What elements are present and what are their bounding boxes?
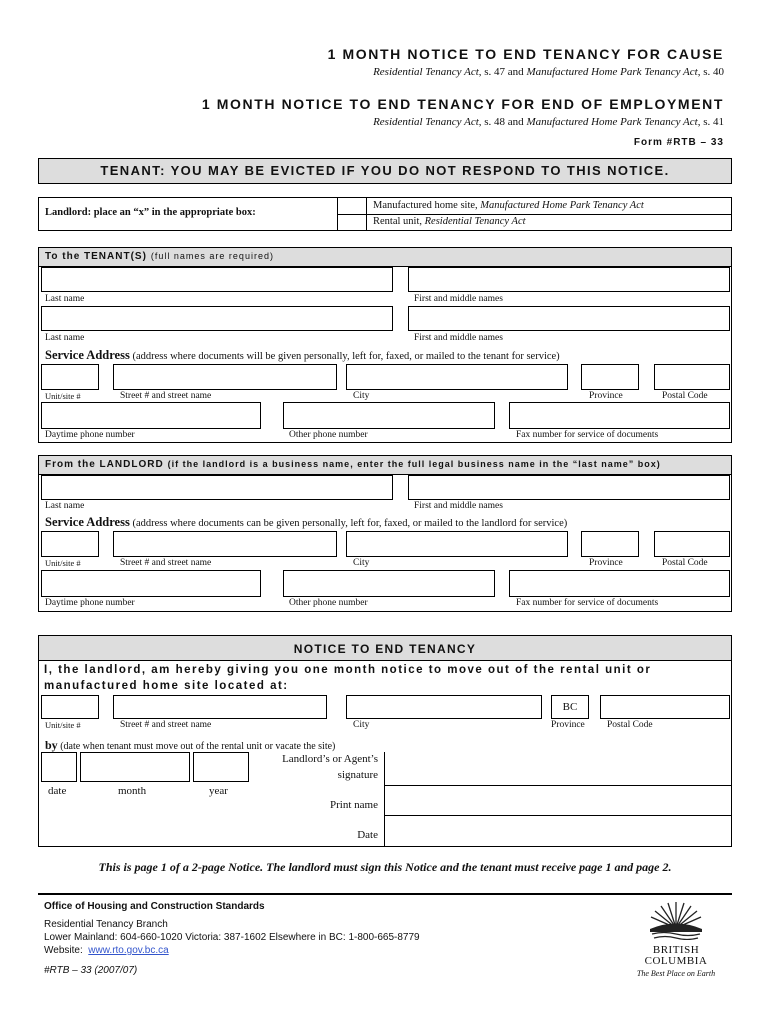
tenant2-last-name-label: Last name (45, 333, 85, 343)
tenant-daytime-phone-input[interactable] (41, 402, 261, 429)
tenant-service-address-title: Service Address (address where documents will be given personally, left for, faxed, or mailed to the tenant for service) (45, 348, 560, 362)
tenant-fax-input[interactable] (509, 402, 730, 429)
notice-street-label: Street # and street name (120, 720, 212, 730)
notice-city-label: City (353, 720, 370, 730)
eviction-warning: TENANT: YOU MAY BE EVICTED IF YOU DO NOT RESPOND TO THIS NOTICE. (38, 158, 732, 184)
footer-form-ref: #RTB – 33 (2007/07) (44, 965, 138, 976)
tenant-other-phone-input[interactable] (283, 402, 495, 429)
tenant1-last-name-label: Last name (45, 294, 85, 304)
signature-input[interactable] (385, 753, 731, 785)
notice-city-input[interactable] (346, 695, 542, 719)
date-year-input[interactable] (193, 752, 249, 782)
notice-line1: I, the landlord, am hereby giving you one month notice to move out of the rental unit or (44, 664, 652, 676)
notice-line2: manufactured home site located at: (44, 680, 289, 692)
checkbox-manufactured-home[interactable] (338, 198, 366, 214)
tenant-unit-label: Unit/site # (45, 391, 81, 401)
landlord-unit-label: Unit/site # (45, 558, 81, 568)
tenant1-last-name-input[interactable] (41, 267, 393, 292)
landlord-first-names-input[interactable] (408, 475, 730, 500)
sun-mountain-icon (628, 898, 724, 940)
tenant-postal-input[interactable] (654, 364, 730, 390)
notice-unit-input[interactable] (41, 695, 99, 719)
tenant-city-label: City (353, 391, 370, 401)
tenant-daytime-phone-label: Daytime phone number (45, 430, 135, 440)
landlord-street-input[interactable] (113, 531, 337, 557)
notice-heading: NOTICE TO END TENANCY (38, 635, 732, 661)
date-month-input[interactable] (80, 752, 190, 782)
tenant-heading: To the TENANT(S) (full names are required) (38, 247, 732, 267)
landlord-city-label: City (353, 558, 370, 568)
tenant1-first-names-label: First and middle names (414, 294, 503, 304)
notice-street-input[interactable] (113, 695, 327, 719)
date-day-label: date (48, 785, 67, 797)
landlord-city-input[interactable] (346, 531, 568, 557)
landlord-first-names-label: First and middle names (414, 501, 503, 511)
checkbox-rental-unit[interactable] (338, 215, 366, 230)
tenant-street-input[interactable] (113, 364, 337, 390)
move-out-date-title: by (date when tenant must move out of the rental unit or vacate the site) (45, 738, 336, 752)
landlord-other-phone-input[interactable] (283, 570, 495, 597)
signature-label-1: Landlord’s or Agent’s (282, 753, 378, 765)
logo-text-columbia: COLUMBIA (644, 955, 708, 967)
bc-logo (628, 898, 724, 978)
date-year-label: year (209, 785, 228, 797)
landlord-last-name-label: Last name (45, 501, 85, 511)
tenant2-first-names-label: First and middle names (414, 333, 503, 343)
landlord-province-label: Province (589, 558, 623, 568)
landlord-select-label: Landlord: place an “x” in the appropriate box: (45, 207, 256, 218)
tenant-city-input[interactable] (346, 364, 568, 390)
page-note: This is page 1 of a 2-page Notice. The landlord must sign this Notice and the tenant must receive page 1 and page 2. (98, 860, 672, 874)
footer-website-line: Website: www.rto.gov.bc.ca (44, 945, 169, 956)
tenant-other-phone-label: Other phone number (289, 430, 368, 440)
sign-date-label: Date (357, 829, 378, 841)
landlord-daytime-phone-label: Daytime phone number (45, 598, 135, 608)
tenant1-first-names-input[interactable] (408, 267, 730, 292)
landlord-street-label: Street # and street name (120, 558, 212, 568)
landlord-postal-input[interactable] (654, 531, 730, 557)
tenant2-last-name-input[interactable] (41, 306, 393, 331)
option-rental-unit: Rental unit, Residential Tenancy Act (373, 216, 526, 227)
footer-phones: Lower Mainland: 604-660-1020 Victoria: 387-1602 Elsewhere in BC: 1-800-665-8779 (44, 932, 420, 943)
notice-unit-label: Unit/site # (45, 720, 81, 730)
landlord-postal-label: Postal Code (662, 558, 708, 568)
notice-postal-input[interactable] (600, 695, 730, 719)
logo-tagline: The Best Place on Earth (636, 969, 716, 978)
landlord-heading: From the LANDLORD (if the landlord is a business name, enter the full legal business name in the “last name” box) (38, 455, 732, 475)
logo-text-british: BRITISH (652, 944, 700, 956)
date-month-label: month (118, 785, 147, 797)
tenant-fax-label: Fax number for service of documents (516, 430, 659, 440)
date-day-input[interactable] (41, 752, 77, 782)
signature-label-2: signature (337, 769, 378, 781)
landlord-daytime-phone-input[interactable] (41, 570, 261, 597)
notice-province-label: Province (551, 720, 585, 730)
landlord-last-name-input[interactable] (41, 475, 393, 500)
tenant2-first-names-input[interactable] (408, 306, 730, 331)
footer-office: Office of Housing and Construction Standards (44, 901, 265, 912)
landlord-unit-input[interactable] (41, 531, 99, 557)
print-name-input[interactable] (385, 786, 731, 815)
print-name-label: Print name (330, 799, 378, 811)
tenant-street-label: Street # and street name (120, 391, 212, 401)
landlord-fax-label: Fax number for service of documents (516, 598, 659, 608)
form-number: Form #RTB – 33 (633, 137, 724, 148)
tenant-province-input[interactable] (581, 364, 639, 390)
landlord-province-input[interactable] (581, 531, 639, 557)
notice-postal-label: Postal Code (607, 720, 653, 730)
tenant-unit-input[interactable] (41, 364, 99, 390)
tenant-postal-label: Postal Code (662, 391, 708, 401)
sign-date-input[interactable] (385, 816, 731, 846)
landlord-service-address-title: Service Address (address where documents can be given personally, left for, faxed, or mailed to the landlord for service) (45, 515, 568, 529)
title-cause: 1 MONTH NOTICE TO END TENANCY FOR CAUSE (327, 46, 724, 62)
footer-branch: Residential Tenancy Branch (44, 919, 168, 930)
website-link[interactable]: www.rto.gov.bc.ca (88, 945, 169, 956)
notice-province-input[interactable]: BC (551, 695, 589, 719)
subtitle-cause: Residential Tenancy Act, s. 47 and Manufactured Home Park Tenancy Act, s. 40 (373, 66, 724, 78)
landlord-fax-input[interactable] (509, 570, 730, 597)
subtitle-employment: Residential Tenancy Act, s. 48 and Manufactured Home Park Tenancy Act, s. 41 (373, 116, 724, 128)
title-employment: 1 MONTH NOTICE TO END TENANCY FOR END OF EMPLOYMENT (201, 96, 724, 112)
tenant-province-label: Province (589, 391, 623, 401)
landlord-other-phone-label: Other phone number (289, 598, 368, 608)
option-manufactured-home: Manufactured home site, Manufactured Home Park Tenancy Act (373, 200, 644, 211)
